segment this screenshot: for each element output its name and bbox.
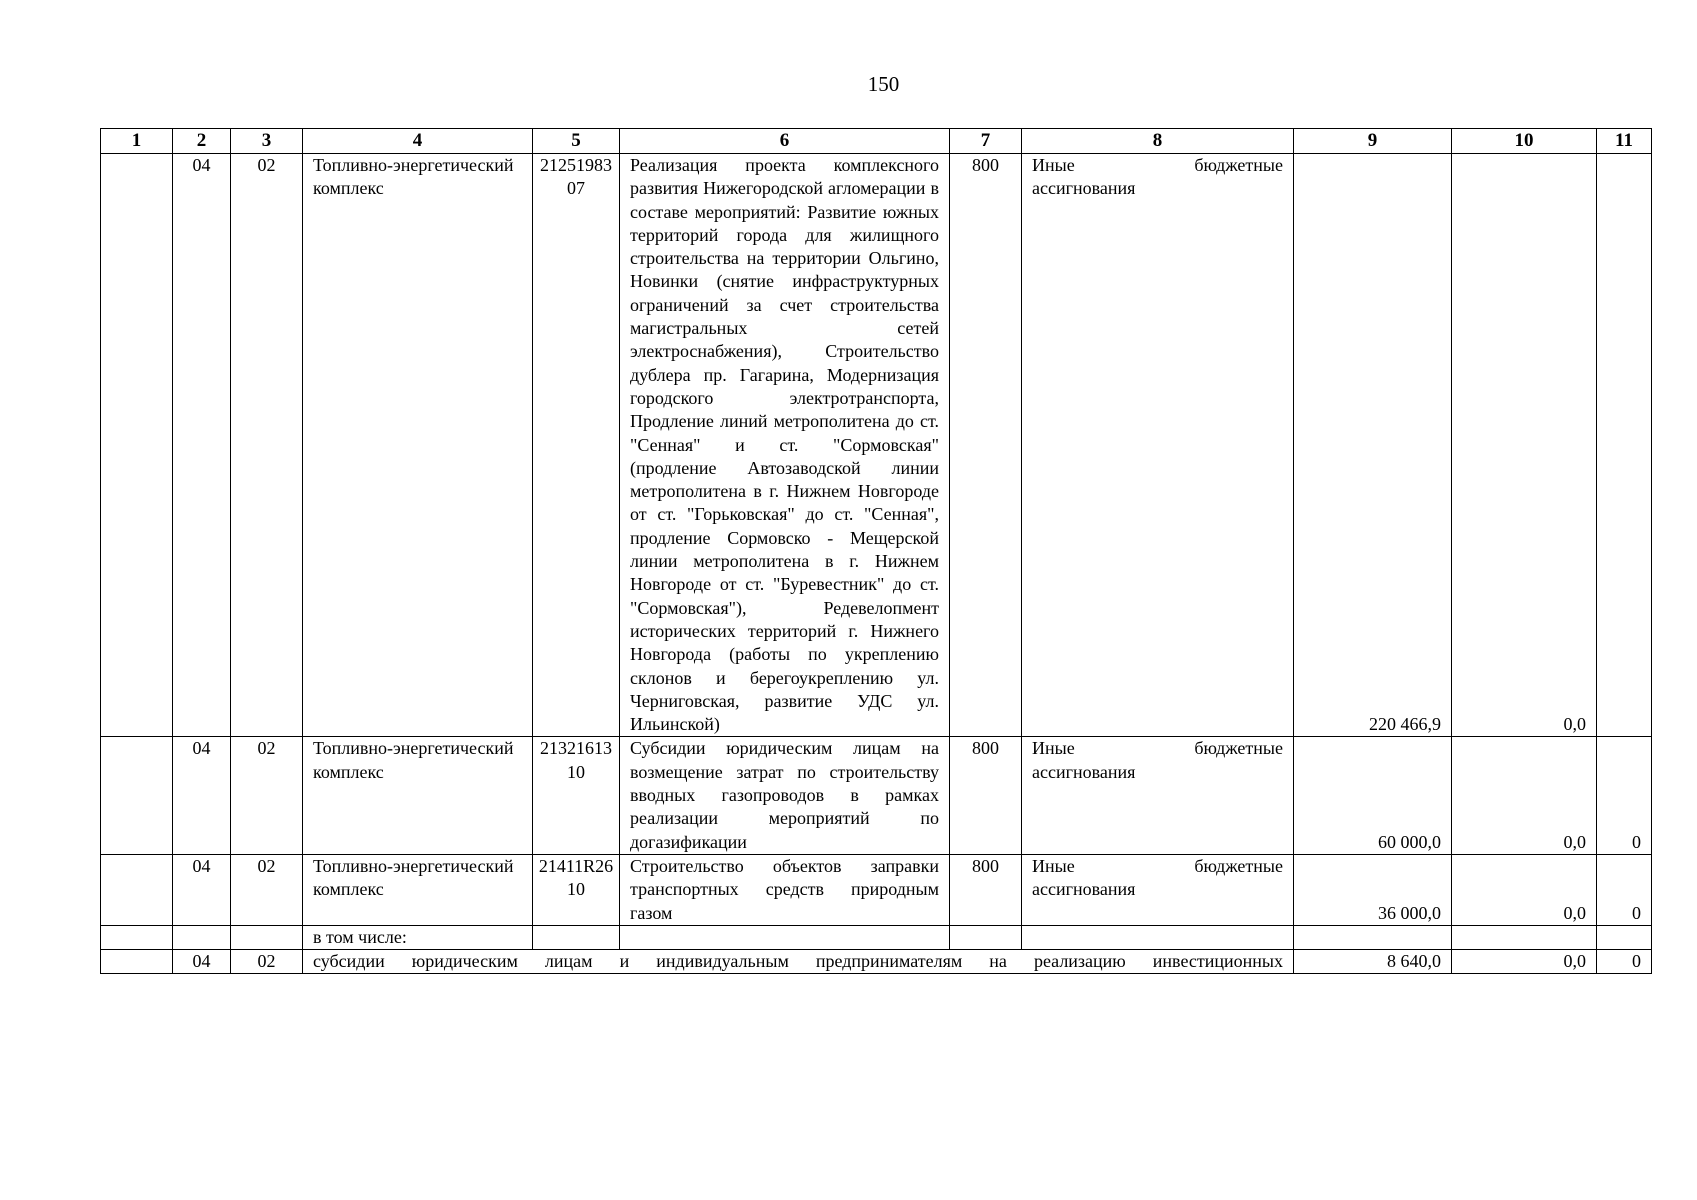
expense-word: ассигнования	[1032, 761, 1136, 782]
cell-expense-type	[1022, 737, 1294, 854]
header-col-4: 4	[303, 129, 533, 154]
cell-expense-type	[1022, 154, 1294, 737]
cell-description: Реализация проекта комплексного развития Нижегородской агломерации в составе мероприятий: Развитие южных территорий города для жилищного строительства на территории Ольгино, Новинки (снятие инфраструктурных ограничений за счет строительства магистральных сетей электроснабжения), Строительство дублера пр. Гагарина, Модернизация городского электротранспорта, Продление линий метрополитена до ст. "Сенная" и ст. "Сормовская" (продление Автозаводской линии метрополитена в г. Нижнем Новгороде от ст. "Горьковская" до ст. "Сенная", продление Сормовско - Мещерской линии метрополитена в г. Нижнем Новгороде от ст. "Буревестник" до ст. "Сормовская"), Редевелопмент исторических территорий г. Нижнего Новгорода (работы по укреплению склонов и берегоукреплению ул. Черниговская, развитие УДС ул. Ильинской)	[620, 154, 950, 737]
cell-expense-code: 800	[950, 737, 1022, 854]
expense-word: бюджетные	[1194, 738, 1283, 759]
budget-table	[100, 128, 1652, 974]
header-col-7: 7	[950, 129, 1022, 154]
cell-amount-10: 0,0	[1452, 950, 1597, 974]
cell-amount-11: 0	[1597, 950, 1652, 974]
cell-section: 04	[173, 854, 231, 925]
cell-amount-11: 0	[1597, 854, 1652, 925]
expense-word: бюджетные	[1194, 155, 1283, 175]
table-row	[101, 154, 1652, 737]
cell-amount-9: 220 466,9	[1294, 154, 1452, 737]
header-col-10: 10	[1452, 129, 1597, 154]
expense-word: Иные	[1032, 855, 1075, 876]
header-col-2: 2	[173, 129, 231, 154]
expense-word: бюджетные	[1194, 855, 1283, 876]
cell-subsection: 02	[231, 854, 303, 925]
cell-target-code: 2132161310	[533, 737, 620, 854]
cell-amount-9: 60 000,0	[1294, 737, 1452, 854]
header-col-3: 3	[231, 129, 303, 154]
cell-amount-10: 0,0	[1452, 154, 1597, 737]
header-col-5: 5	[533, 129, 620, 154]
cell-section: 04	[173, 950, 231, 974]
cell-subsection: 02	[231, 950, 303, 974]
header-col-9: 9	[1294, 129, 1452, 154]
expense-word: Иные	[1032, 155, 1075, 175]
expense-word: Иные	[1032, 738, 1075, 759]
cell-amount-9: 8 640,0	[1294, 950, 1452, 974]
cell-description: Субсидии юридическим лицам на возмещение затрат по строительству вводных газопроводов в рамках реализации мероприятий по догазификации	[620, 737, 950, 854]
cell-amount-11	[1597, 154, 1652, 737]
cell-section: 04	[173, 154, 231, 737]
cell-subsidy-text: субсидии юридическим лицам и индивидуальным предпринимателям на реализацию инвестиционных	[303, 950, 1294, 974]
table-row	[101, 737, 1652, 854]
cell-branch: Топливно-энергетический комплекс	[303, 737, 533, 854]
page-number: 150	[867, 72, 900, 96]
including-label: в том числе:	[303, 925, 533, 949]
cell-amount-9: 36 000,0	[1294, 854, 1452, 925]
expense-word: ассигнования	[1032, 879, 1136, 900]
cell-amount-10: 0,0	[1452, 737, 1597, 854]
cell-expense-type	[1022, 854, 1294, 925]
cell-col1	[101, 737, 173, 854]
cell-branch: Топливно-энергетический комплекс	[303, 854, 533, 925]
cell-description: Строительство объектов заправки транспортных средств природным газом	[620, 854, 950, 925]
header-col-6: 6	[620, 129, 950, 154]
cell-col1	[101, 854, 173, 925]
cell-section: 04	[173, 737, 231, 854]
header-col-1: 1	[101, 129, 173, 154]
table-row	[101, 854, 1652, 925]
header-row	[101, 129, 1652, 154]
cell-expense-code: 800	[950, 154, 1022, 737]
cell-target-code: 2125198307	[533, 154, 620, 737]
cell-amount-10: 0,0	[1452, 854, 1597, 925]
header-col-11: 11	[1597, 129, 1652, 154]
table-row	[101, 950, 1652, 974]
cell-expense-code: 800	[950, 854, 1022, 925]
cell-amount-11: 0	[1597, 737, 1652, 854]
including-row	[101, 925, 1652, 949]
expense-word: ассигнования	[1032, 178, 1136, 199]
cell-subsection: 02	[231, 737, 303, 854]
cell-col1	[101, 154, 173, 737]
cell-target-code: 21411R2610	[533, 854, 620, 925]
cell-subsection: 02	[231, 154, 303, 737]
cell-branch: Топливно-энергетический комплекс	[303, 154, 533, 737]
header-col-8: 8	[1022, 129, 1294, 154]
